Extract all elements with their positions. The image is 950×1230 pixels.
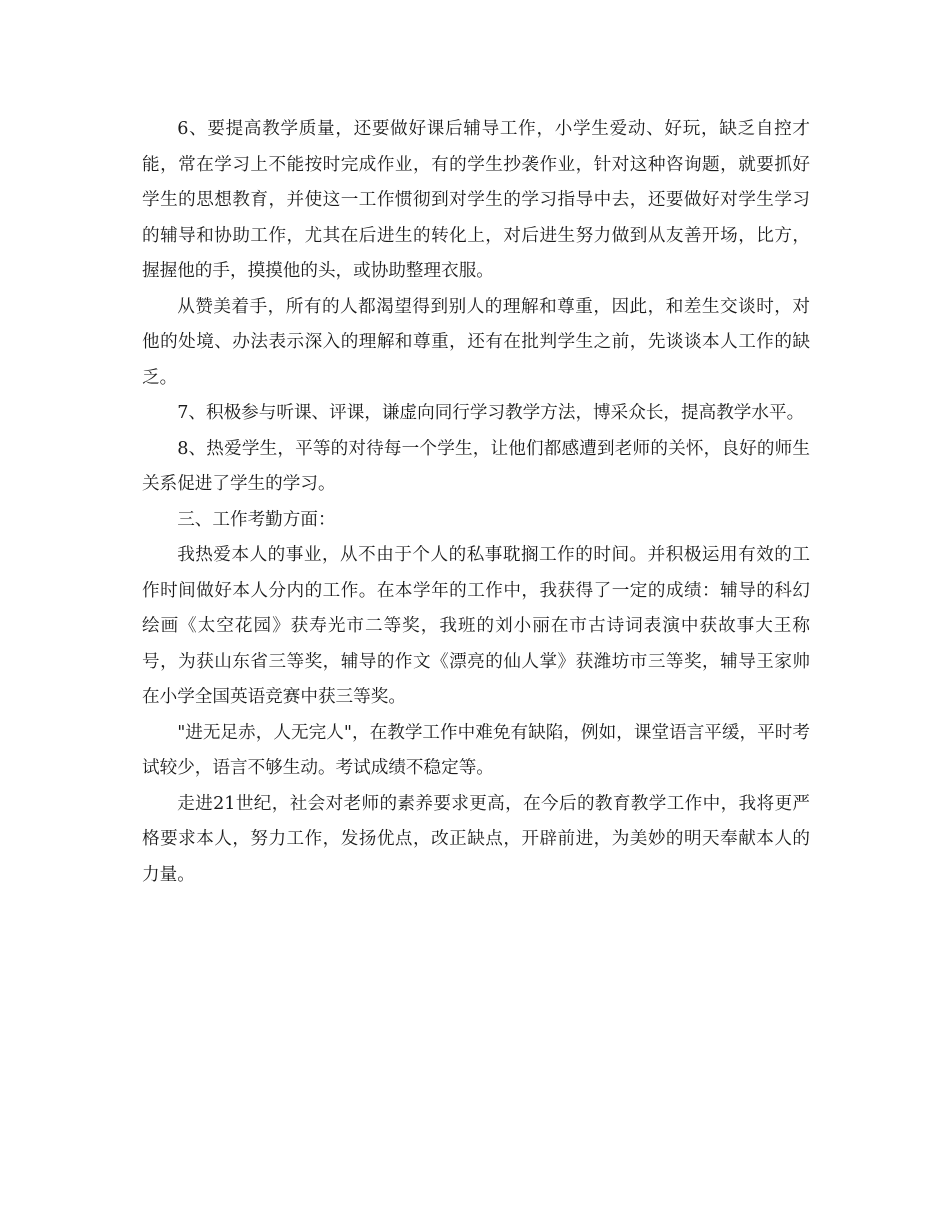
section-heading-attendance: 三、工作考勤方面： bbox=[177, 509, 336, 530]
paragraph-outlook: 走进21世纪，社会对老师的素养要求更高，在今后的教育教学工作中，我将更严格要求本人，努力工作，发扬优点，改正缺点，开辟前进，为美妙的明天奉献本人的力量。 bbox=[142, 793, 810, 885]
paragraph-achievements: 我热爱本人的事业，从不由于个人的私事耽搁工作的时间。并积极运用有效的工作时间做好本人分内的工作。在本学年的工作中，我获得了一定的成绩：辅导的科幻绘画《太空花园》获寿光市二等奖，我班的刘小丽在市古诗词表演中获故事大王称号，为获山东省三等奖，辅导的作文《漂亮的仙人掌》获潍坊市三等奖，辅导王家帅在小学全国英语竞赛中获三等奖。 bbox=[142, 545, 810, 707]
paragraph-shortcomings: "进无足赤，人无完人"，在教学工作中难免有缺陷，例如，课堂语言平缓，平时考试较少，语言不够生动。考试成绩不稳定等。 bbox=[142, 722, 810, 778]
paragraph-lesson-observation: 7、积极参与听课、评课，谦虚向同行学习教学方法，博采众长，提高教学水平。 bbox=[177, 403, 805, 423]
paragraph-tutoring: 6、要提高教学质量，还要做好课后辅导工作，小学生爱动、好玩，缺乏自控才能，常在学习上不能按时完成作业，有的学生抄袭作业，针对这种咨询题，就要抓好学生的思想教育，并使这一工作惯彻到对学生的学习指导中去，还要做好对学生学习的辅导和协助工作，尤其在后进生的转化上，对后进生努力做到从友善开场，比方，握握他的手，摸摸他的头，或协助整理衣服。 bbox=[142, 119, 810, 281]
paragraph-praise: 从赞美着手，所有的人都渴望得到别人的理解和尊重，因此，和差生交谈时，对他的处境、办法表示深入的理解和尊重，还有在批判学生之前，先谈谈本人工作的缺乏。 bbox=[142, 296, 810, 388]
paragraph-love-students: 8、热爱学生，平等的对待每一个学生，让他们都感遭到老师的关怀，良好的师生关系促进了学生的学习。 bbox=[142, 438, 810, 494]
